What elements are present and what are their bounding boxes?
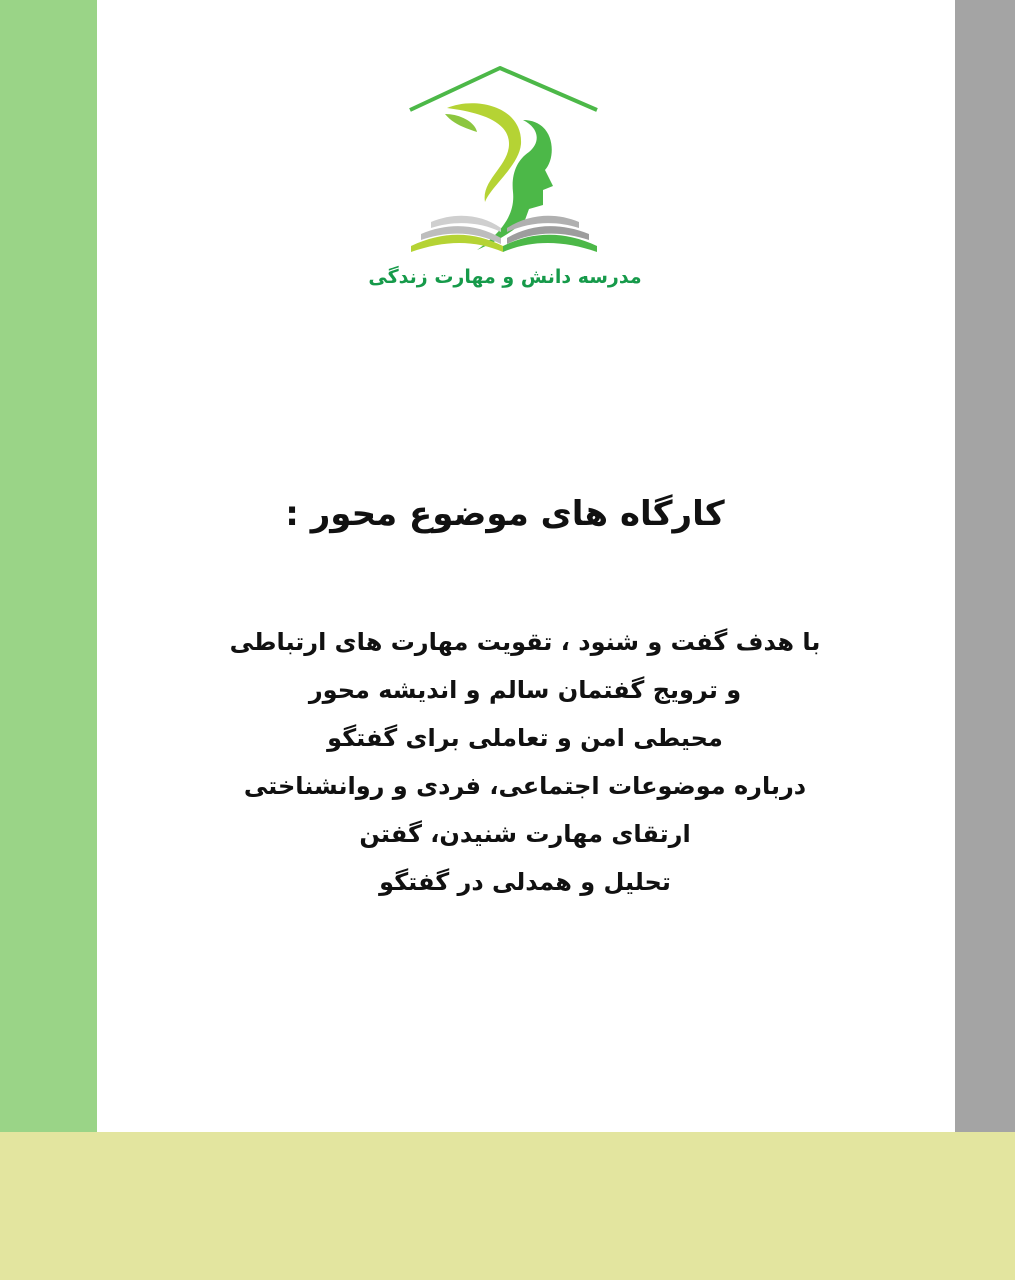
description-line: ارتقای مهارت شنیدن، گفتن (359, 820, 691, 848)
roof-shape (410, 68, 597, 110)
school-logo-icon (405, 62, 605, 262)
left-color-band (0, 0, 97, 1135)
description-line: تحلیل و همدلی در گفتگو (379, 868, 671, 896)
leaf-tip (445, 114, 477, 132)
description-line: درباره موضوعات اجتماعی، فردی و روانشناختی (243, 772, 807, 800)
description-line: با هدف گفت و شنود ، تقویت مهارت های ارتباطی (229, 628, 821, 656)
description-line: محیطی امن و تعاملی برای گفتگو (327, 724, 723, 752)
school-name-text: مدرسه دانش و مهارت زندگی (368, 266, 642, 288)
bottom-color-band (0, 1132, 1015, 1280)
poster-title: کارگاه های موضوع محور : (285, 494, 725, 534)
description-line: و ترویج گفتمان سالم و اندیشه محور (308, 676, 742, 704)
right-color-band (955, 0, 1015, 1135)
description-list (210, 618, 840, 906)
